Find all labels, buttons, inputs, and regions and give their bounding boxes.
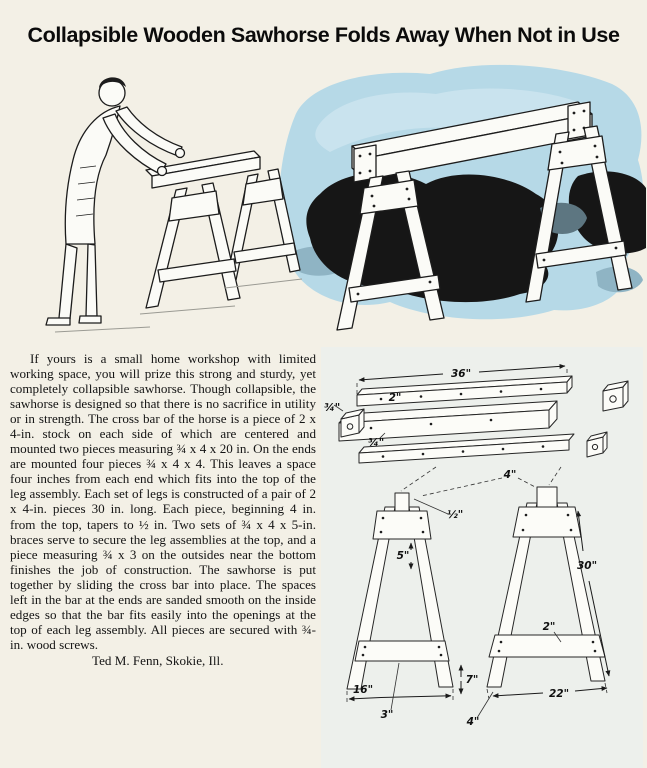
dimension-label: 16" [352,684,374,696]
article-body-column [10,351,316,668]
dimension-label: 2" [388,392,402,404]
worker-scene [46,77,300,325]
worker-shoe-b [79,316,101,323]
right-assembly-slot [537,487,557,509]
worker-shoe-a [46,318,70,325]
right-assembly-top-brace [513,507,581,537]
dimension-label: ¾" [323,402,341,414]
dimension-label: 4" [466,716,480,728]
worker-hand-far [176,149,185,158]
dimension-label: ¾" [367,437,385,449]
dimension-label: 30" [576,560,598,572]
dimension-label: 5" [396,550,410,562]
left-assembly-top-brace [373,511,431,539]
dimension-label: 22" [548,688,570,700]
worker-leg-b [86,244,97,316]
dimension-label: 3" [380,709,394,721]
dimension-label: 36" [450,368,472,380]
left-assembly-bottom-brace [355,641,449,661]
worker-leg-a [59,244,77,319]
dimension-label: ½" [446,509,464,521]
right-leg-assembly [487,487,605,687]
exploded-crossbar-parts [339,376,628,463]
left-assembly-slot [395,493,409,513]
article-title: Collapsible Wooden Sawhorse Folds Away When Not in Use [27,23,620,47]
beam-end-block-left [354,145,376,182]
article-body-text: If yours is a small home workshop with limited working space, you will prize this strong and sturdy, yet completely collapsible sawhorse. Though collapsible, the sawhorse is designed so that there is no sacrifice in utility or in strength. The cross bar of the horse is a piece of 2 x 4-in. stock on each side of which are centered and mounted two pieces measuring ¾ x 4 x 20 in. On the ends are mounted four pieces ¾ x 4 x 4. This leaves a space four inches from each end which fits into the top of the leg assembly. Each set of legs is constructed of a pair of 2 x 4-in. pieces 30 in. long. Each piece, beginning 4 in. from the top, tapers to ½ in. Two sets of ¾ x 4 x 5-in. braces serve to secure the leg assemblies at the top, and a piece measuring ¾ x 3 on the outsides near the bottom finishes the job of construction. The sawhorse is put together by sliding the cross bar into place. The spaces left in the bar at the ends are sanded smooth on the inside edges so that the bar fits easily into the openings at the top of each leg assembly. All pieces are secured with ¾-in. wood screws. [10,351,316,652]
worker-hand-near [158,167,167,176]
article-byline: Ted M. Fenn, Skokie, Ill. [92,652,224,668]
dimension-label: 7" [465,674,479,686]
left-leg-assembly [347,493,453,689]
dimension-label: 4" [503,469,517,481]
construction-diagram [321,347,643,768]
right-assembly-bottom-brace [489,635,605,657]
dimension-label: 2" [542,621,556,633]
lead-illustration [0,56,647,348]
